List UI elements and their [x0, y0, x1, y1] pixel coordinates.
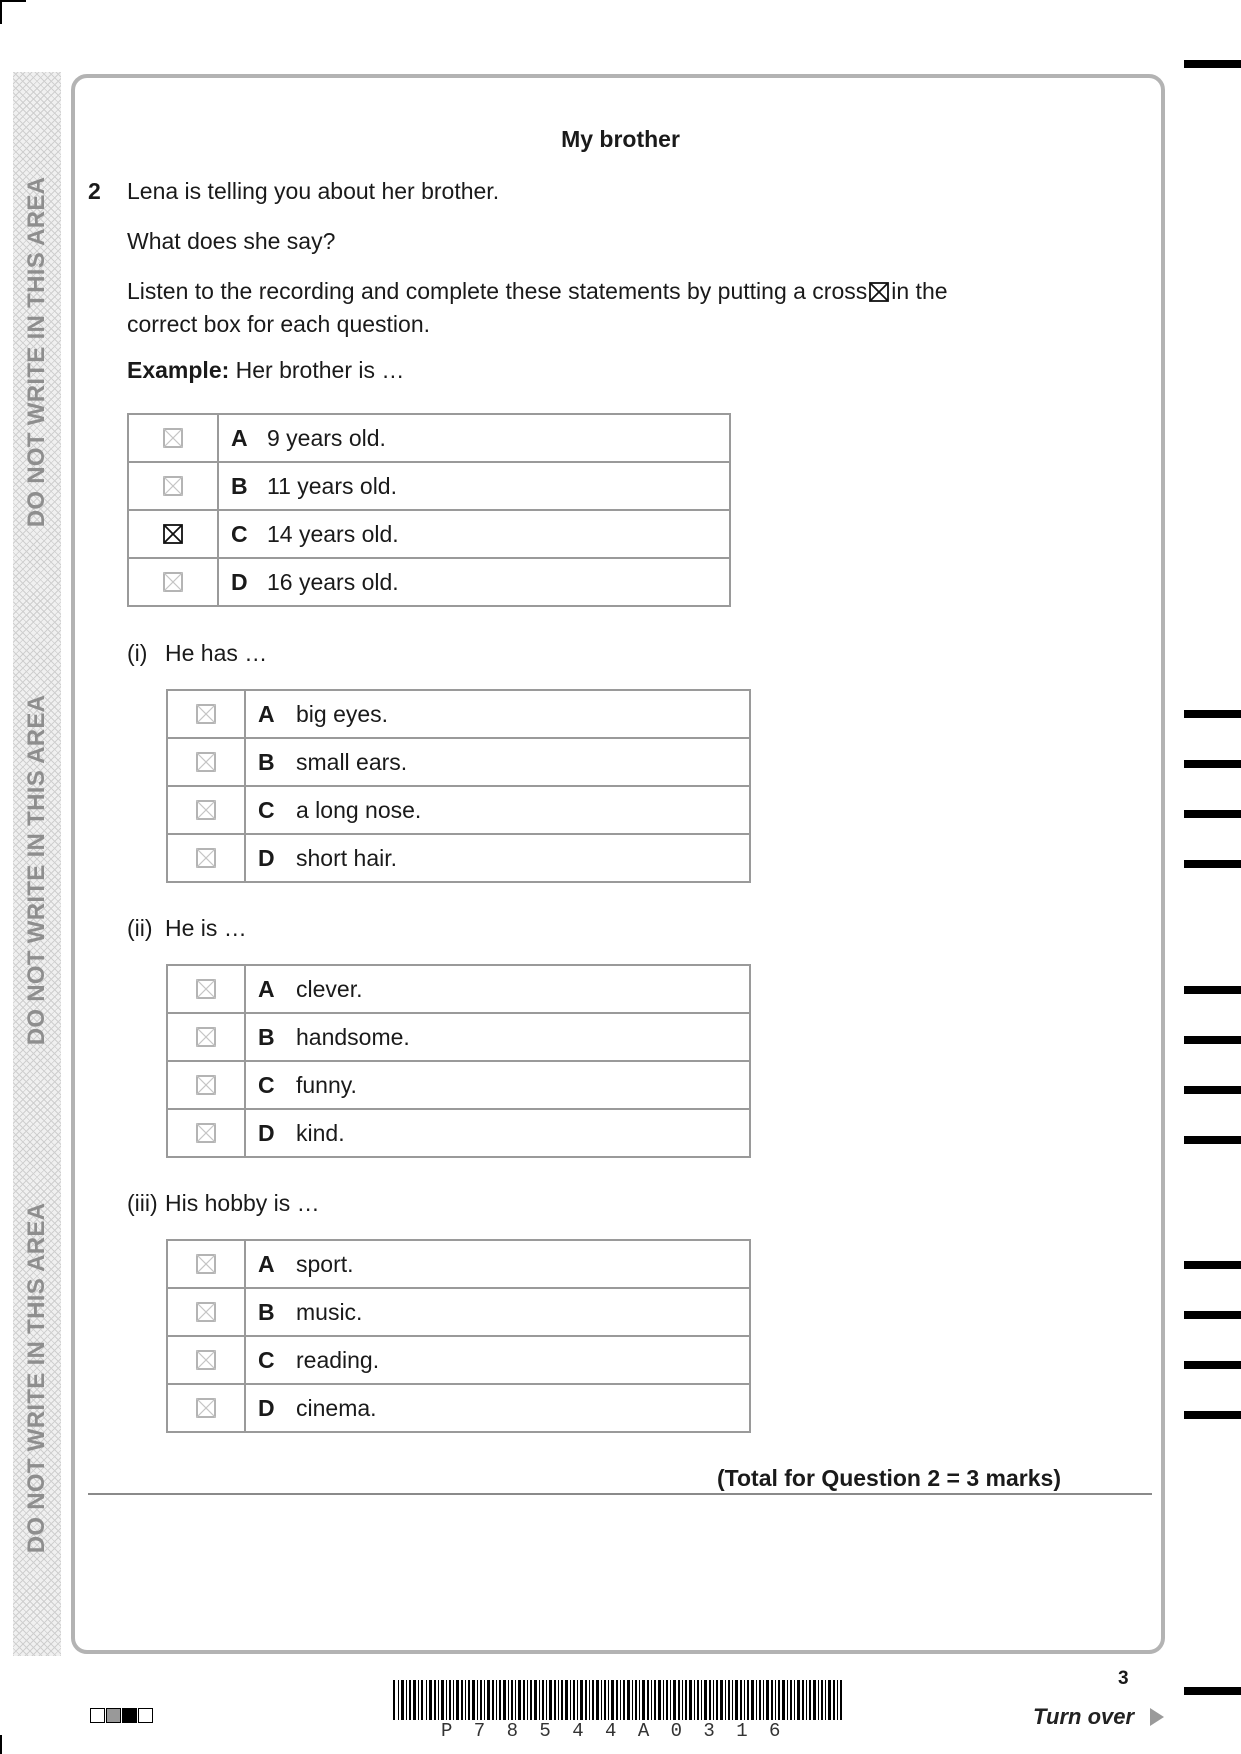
part-label: (ii)	[127, 915, 153, 941]
option-cell	[218, 510, 730, 558]
timing-mark	[1184, 1261, 1241, 1269]
option-row	[167, 1336, 750, 1384]
page-number: 3	[1118, 1668, 1129, 1689]
option-cell	[218, 462, 730, 510]
question-prompt: What does she say?	[127, 228, 336, 254]
question-number: 2	[88, 178, 101, 204]
option-cell	[245, 1240, 750, 1288]
option-cell	[245, 1061, 750, 1109]
instruction-text: Listen to the recording and complete these statements by putting a cross	[127, 278, 868, 304]
option-text: funny.	[296, 1071, 357, 1098]
timing-mark	[1184, 710, 1241, 718]
option-row	[167, 1013, 750, 1061]
timing-mark	[1184, 1361, 1241, 1369]
option-row	[167, 738, 750, 786]
timing-mark	[1184, 986, 1241, 994]
option-letter: B	[258, 1298, 275, 1325]
part-i-stem	[127, 640, 267, 667]
option-letter: A	[258, 1250, 275, 1277]
timing-mark	[1184, 760, 1241, 768]
answer-box[interactable]	[167, 1384, 245, 1432]
option-text: reading.	[296, 1346, 380, 1373]
timing-mark	[1184, 860, 1241, 868]
crop-mark-top-left-horizontal	[0, 0, 26, 2]
option-cell	[245, 738, 750, 786]
crop-mark-top-left	[0, 0, 2, 24]
option-text: cinema.	[296, 1394, 377, 1421]
option-row	[167, 965, 750, 1013]
part-label: (iii)	[127, 1190, 158, 1216]
answer-box[interactable]	[128, 558, 218, 606]
part-stem-text: He has …	[165, 640, 268, 666]
arrow-right-icon	[1150, 1708, 1164, 1726]
part-iii-stem	[127, 1190, 320, 1217]
option-text: kind.	[296, 1119, 345, 1146]
part-ii-stem	[127, 915, 247, 942]
option-text: a long nose.	[296, 796, 422, 823]
instruction-text-end: in the	[891, 278, 948, 304]
option-row	[128, 558, 730, 606]
option-cell	[245, 786, 750, 834]
option-letter: B	[258, 1023, 275, 1050]
section-title: My brother	[561, 126, 680, 152]
example-options-table	[127, 413, 731, 607]
answer-box-crossed[interactable]	[128, 510, 218, 558]
part-label: (i)	[127, 640, 148, 666]
option-text: big eyes.	[296, 700, 389, 727]
part-i-options-table	[166, 689, 751, 883]
part-iii-options-table	[166, 1239, 751, 1433]
option-row	[128, 510, 730, 558]
timing-mark	[1184, 810, 1241, 818]
answer-box[interactable]	[128, 414, 218, 462]
turn-over-label: Turn over	[1033, 1704, 1135, 1729]
option-text: 16 years old.	[267, 568, 399, 595]
option-letter: A	[231, 424, 248, 451]
option-letter: A	[258, 975, 275, 1002]
barcode-number	[393, 1720, 823, 1742]
option-letter: D	[258, 1394, 275, 1421]
option-text: handsome.	[296, 1023, 410, 1050]
question-intro: Lena is telling you about her brother.	[127, 178, 500, 204]
option-letter: D	[231, 568, 248, 595]
timing-mark	[1184, 1311, 1241, 1319]
option-row	[128, 462, 730, 510]
part-stem-text: His hobby is …	[165, 1190, 320, 1216]
option-cell	[245, 965, 750, 1013]
question-total: (Total for Question 2 = 3 marks)	[716, 1465, 1061, 1491]
option-letter: C	[258, 1346, 275, 1373]
instructions	[127, 276, 948, 339]
option-row	[167, 786, 750, 834]
option-cell	[245, 1336, 750, 1384]
instruction-text-line2: correct box for each question.	[127, 311, 430, 337]
option-letter: C	[258, 796, 275, 823]
option-cell	[245, 1288, 750, 1336]
option-letter: B	[258, 748, 275, 775]
answer-box[interactable]	[167, 690, 245, 738]
option-row	[167, 834, 750, 882]
barcode-icon	[393, 1680, 843, 1720]
option-cell	[218, 558, 730, 606]
option-letter: B	[231, 472, 248, 499]
timing-mark	[1184, 1687, 1241, 1695]
divider	[88, 1493, 1152, 1495]
option-text: music.	[296, 1298, 363, 1325]
crop-mark-bottom-left	[0, 1735, 2, 1754]
option-text: sport.	[296, 1250, 354, 1277]
option-text: small ears.	[296, 748, 408, 775]
answer-box[interactable]	[128, 462, 218, 510]
option-cell	[245, 1109, 750, 1157]
option-letter: D	[258, 1119, 275, 1146]
answer-box[interactable]	[167, 1061, 245, 1109]
option-cell	[245, 690, 750, 738]
option-text: clever.	[296, 975, 363, 1002]
timing-mark	[1184, 1086, 1241, 1094]
example-text: Her brother is …	[235, 357, 405, 383]
option-row	[167, 1109, 750, 1157]
option-letter: D	[258, 844, 275, 871]
timing-mark	[1184, 1036, 1241, 1044]
option-text: 9 years old.	[267, 424, 386, 451]
answer-box[interactable]	[167, 1336, 245, 1384]
barcode-digits: P 7 8 5 4 4 A 0 3 1 6	[441, 1720, 786, 1742]
option-text: short hair.	[296, 844, 397, 871]
option-text: 11 years old.	[267, 472, 397, 499]
timing-mark	[1184, 60, 1241, 68]
example-stem	[127, 355, 404, 385]
answer-box[interactable]	[167, 786, 245, 834]
option-letter: A	[258, 700, 275, 727]
option-cell	[218, 414, 730, 462]
option-row	[128, 414, 730, 462]
answer-box[interactable]	[167, 1240, 245, 1288]
option-row	[167, 1061, 750, 1109]
option-letter: C	[231, 520, 248, 547]
answer-box[interactable]	[167, 1013, 245, 1061]
option-row	[167, 1240, 750, 1288]
registration-squares-icon	[90, 1708, 153, 1723]
answer-box[interactable]	[167, 834, 245, 882]
option-text: 14 years old.	[267, 520, 399, 547]
answer-box[interactable]	[167, 738, 245, 786]
part-stem-text: He is …	[165, 915, 247, 941]
option-row	[167, 1288, 750, 1336]
answer-box[interactable]	[167, 1109, 245, 1157]
timing-mark	[1184, 1136, 1241, 1144]
option-cell	[245, 1384, 750, 1432]
cross-box-icon	[869, 279, 889, 309]
option-row	[167, 1384, 750, 1432]
option-row	[167, 690, 750, 738]
answer-box[interactable]	[167, 965, 245, 1013]
option-cell	[245, 834, 750, 882]
option-letter: C	[258, 1071, 275, 1098]
answer-box[interactable]	[167, 1288, 245, 1336]
part-ii-options-table	[166, 964, 751, 1158]
timing-mark	[1184, 1411, 1241, 1419]
option-cell	[245, 1013, 750, 1061]
example-label: Example:	[127, 357, 230, 383]
